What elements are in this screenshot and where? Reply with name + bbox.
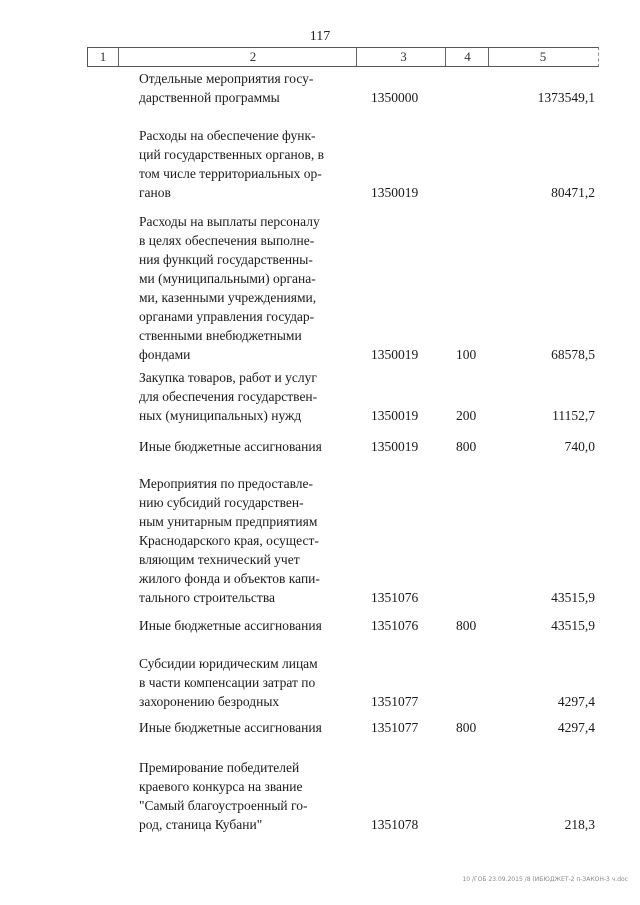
expense-type-code: 200	[456, 408, 477, 423]
row-description-line: Мероприятия по предоставле-	[139, 476, 313, 491]
target-article-code: 1351076	[371, 590, 419, 605]
row-description-line: для обеспечения государствен-	[139, 389, 318, 404]
row-description-line: ми, казенными учреждениями,	[139, 290, 317, 305]
expense-type-code: 800	[456, 618, 477, 633]
amount-value: 4297,4	[557, 720, 595, 735]
target-article-code: 1350019	[371, 439, 419, 454]
target-article-code: 1350019	[371, 185, 419, 200]
target-article-code: 1351077	[371, 694, 419, 709]
row-description-line: Закупка товаров, работ и услуг	[139, 370, 317, 385]
footer-file-path: 10 /ГОБ 23.09.2015 /8 (ИБЮДЖЕТ-2 п-ЗАКОН-3 ч.doc	[462, 876, 628, 883]
target-article-code: 1351077	[371, 720, 419, 735]
column-header-2: 2	[249, 49, 257, 64]
amount-value: 1373549,1	[537, 90, 595, 105]
row-description-line: захоронению безродных	[139, 694, 280, 709]
row-description-line: нию субсидий государствен-	[139, 495, 304, 510]
amount-value: 80471,2	[551, 185, 595, 200]
row-description	[139, 654, 345, 711]
row-description-line: Краснодарского края, осущест-	[139, 533, 319, 548]
column-header-4: 4	[464, 49, 471, 64]
row-description	[139, 69, 345, 107]
row-description	[139, 758, 345, 834]
amount-value: 11152,7	[552, 408, 595, 423]
row-description	[139, 616, 345, 635]
target-article-code: 1350019	[371, 347, 419, 362]
column-header-1: 1	[99, 49, 107, 64]
row-description	[139, 368, 345, 425]
amount-value: 43515,9	[551, 618, 595, 633]
row-description-line: Субсидии юридическим лицам	[139, 656, 318, 671]
row-description-line: дарственной программы	[139, 90, 280, 105]
expense-type-code: 800	[456, 720, 477, 735]
row-description-line: "Самый благоустроенный го-	[139, 798, 308, 813]
page-number: 117	[309, 29, 331, 44]
row-description-line: ственными внебюджетными	[139, 328, 302, 343]
row-description-line: Иные бюджетные ассигнования	[139, 439, 322, 454]
row-description-line: род, станица Кубани"	[139, 817, 263, 832]
row-description-line: в части компенсации затрат по	[139, 675, 316, 690]
column-header-5: 5	[539, 49, 547, 64]
target-article-code: 1351076	[371, 618, 419, 633]
column-header-3: 3	[400, 49, 407, 64]
row-description-line: тального строительства	[139, 590, 276, 605]
row-description-line: вляющим технический учет	[139, 552, 300, 567]
row-description-line: Иные бюджетные ассигнования	[139, 618, 322, 633]
row-description-line: Расходы на выплаты персоналу	[139, 214, 320, 229]
target-article-code: 1351078	[371, 817, 419, 832]
row-description-line: Иные бюджетные ассигнования	[139, 720, 322, 735]
amount-value: 43515,9	[551, 590, 595, 605]
row-description-line: Расходы на обеспечение функ-	[139, 128, 316, 143]
row-description-line: ций государственных органов, в	[139, 147, 324, 162]
row-description-line: ганов	[139, 185, 171, 200]
row-description	[139, 212, 345, 364]
expense-type-code: 100	[456, 347, 477, 362]
row-description-line: ным унитарным предприятиям	[139, 514, 318, 529]
row-description-line: фондами	[139, 347, 191, 362]
row-description-line: ных (муниципальных) нужд	[139, 408, 302, 423]
target-article-code: 1350019	[371, 408, 419, 423]
row-description-line: органами управления государ-	[139, 309, 315, 324]
row-description-line: Премирование победителей	[139, 760, 300, 775]
amount-value: 740,0	[564, 439, 595, 454]
row-description-line: краевого конкурса на звание	[139, 779, 303, 794]
row-description-line: Отдельные мероприятия госу-	[139, 71, 314, 86]
amount-value: 4297,4	[557, 694, 595, 709]
row-description-line: ния функций государственны-	[139, 252, 313, 267]
row-description	[139, 437, 345, 456]
target-article-code: 1350000	[371, 90, 419, 105]
amount-value: 68578,5	[551, 347, 595, 362]
expense-type-code: 800	[456, 439, 477, 454]
column-header-row	[87, 47, 599, 67]
row-description	[139, 718, 345, 737]
row-description-line: жилого фонда и объектов капи-	[139, 571, 320, 586]
amount-value: 218,3	[564, 817, 595, 832]
row-description-line: ми (муниципальными) органа-	[139, 271, 316, 286]
row-description	[139, 126, 345, 202]
row-description-line: в целях обеспечения выполне-	[139, 233, 315, 248]
row-description-line: том числе территориальных ор-	[139, 166, 322, 181]
row-description	[139, 474, 345, 607]
